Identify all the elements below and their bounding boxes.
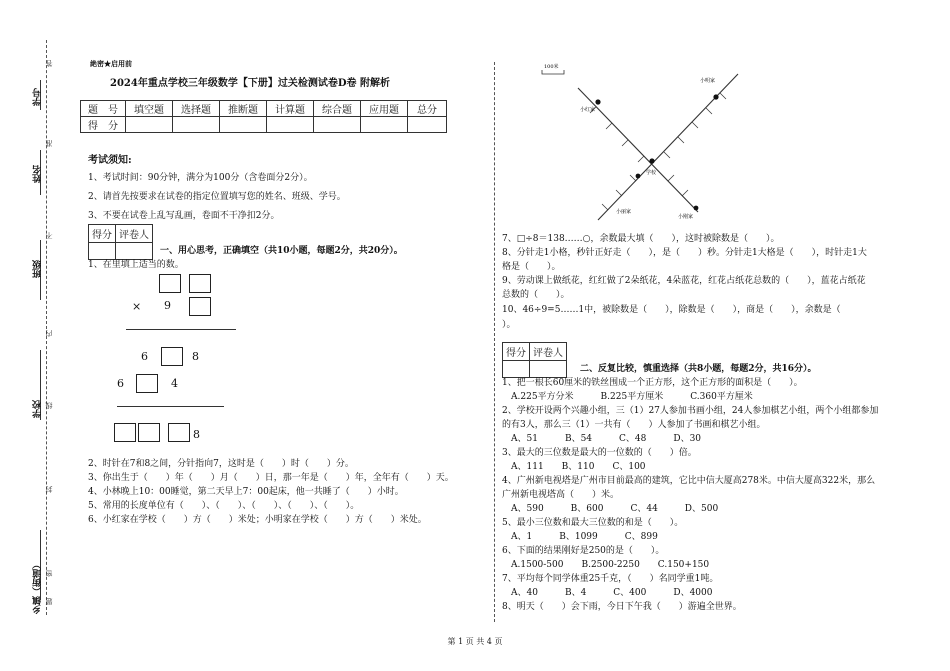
notice-item: 2、请首先按要求在试卷的指定位置填写您的姓名、班级、学号。 bbox=[88, 192, 346, 202]
school-label: 学校 bbox=[646, 170, 657, 176]
digit: 8 bbox=[192, 350, 199, 363]
score-cell[interactable] bbox=[220, 117, 267, 133]
answer-box[interactable] bbox=[138, 423, 160, 442]
s2-line: 3、最大的三位数是最大的一位数的（ ）倍。 bbox=[502, 448, 697, 458]
xiaoming-home-dot bbox=[713, 94, 718, 99]
xiaohong-home-dot bbox=[595, 99, 600, 104]
s2-options: A、1 B、1099 C、899 bbox=[502, 532, 658, 542]
answer-box[interactable] bbox=[161, 347, 183, 366]
class-label: 班级 bbox=[33, 260, 43, 278]
s2-line: 2、学校开设两个兴趣小组，三（1）27人参加书画小组，24人参加棋艺小组，两个小组都参加 bbox=[502, 406, 879, 416]
score-cell[interactable] bbox=[173, 117, 220, 133]
question-6: 6、小红家在学校（ ）方（ ）米处；小明家在学校（ ）方（ ）米处。 bbox=[88, 515, 427, 525]
digit: 6 bbox=[117, 377, 124, 390]
question-2: 2、时针在7和8之间，分针指向7，这时是（ ）时（ ）分。 bbox=[88, 459, 354, 469]
xiaogang-label: 小刚家 bbox=[678, 214, 694, 220]
grader-reviewer-label: 评卷人 bbox=[116, 225, 153, 243]
question-10-cont: ）。 bbox=[502, 320, 516, 330]
notice-item: 3、不要在试卷上乱写乱画，卷面不干净扣2分。 bbox=[88, 211, 280, 221]
digit: 9 bbox=[164, 299, 171, 312]
question-10: 10、46÷9=5……1中，被除数是（ ），除数是（ ），商是（ ），余数是（ bbox=[502, 305, 841, 315]
township-label: 乡镇（街道） bbox=[33, 560, 43, 614]
binding-tick: 封 bbox=[45, 486, 53, 493]
score-table-header: 总分 bbox=[408, 101, 447, 117]
score-table-header: 填空题 bbox=[126, 101, 173, 117]
s2-options: A、51 B、54 C、48 D、30 bbox=[502, 434, 702, 444]
calc-rule bbox=[126, 329, 236, 330]
student-id-label: 学号 bbox=[33, 88, 43, 106]
score-table-header: 选择题 bbox=[173, 101, 220, 117]
binding-dashed-line bbox=[46, 40, 47, 615]
question-8-cont: 格是（ ）。 bbox=[502, 262, 561, 272]
question-8: 8、分针走1小格，秒针正好走（ ），是（ ）秒。分针走1大格是（ ），时针走1大 bbox=[502, 248, 867, 258]
score-table-header: 应用题 bbox=[361, 101, 408, 117]
s2-options: A、40 B、4 C、400 D、4000 bbox=[502, 588, 713, 598]
question-4: 4、小林晚上10：00睡觉，第二天早上7：00起床，他一共睡了（ ）小时。 bbox=[88, 487, 404, 497]
question-1: 1、在里填上适当的数。 bbox=[88, 260, 184, 270]
question-7: 7、□÷8＝138……○，余数最大填（ ），这时被除数是（ ）。 bbox=[502, 234, 780, 244]
s2-line: 5、最小三位数和最大三位数的和是（ ）。 bbox=[502, 518, 684, 528]
score-cell[interactable] bbox=[408, 117, 447, 133]
road-nw-se bbox=[578, 88, 698, 212]
xiaohong-label: 小红家 bbox=[580, 107, 596, 113]
s2-line: 4、广州新电视塔是广州市目前最高的建筑，它比中信大厦高278米。中信大厦高322米，那么 bbox=[502, 476, 876, 486]
s2-options: A.1500-500 B.2500-2250 C.150+150 bbox=[502, 560, 710, 570]
name-label: 姓名 bbox=[33, 165, 43, 183]
location-map bbox=[500, 60, 760, 228]
calc-rule bbox=[117, 406, 224, 407]
s2-line: 的有3人，那么三（1）一共有（ ）人参加了书画和棋艺小组。 bbox=[502, 420, 766, 430]
score-table-header: 推断题 bbox=[220, 101, 267, 117]
grader-score-label: 得分 bbox=[89, 225, 116, 243]
grader-box bbox=[502, 342, 567, 378]
digit: 8 bbox=[193, 428, 200, 441]
question-3: 3、你出生于（ ）年（ ）月（ ）日，那一年是（ ）年，全年有（ ）天。 bbox=[88, 473, 454, 483]
scale-label: 100米 bbox=[544, 64, 559, 70]
grader-box bbox=[88, 224, 153, 260]
binding-tick: 答 bbox=[45, 60, 53, 67]
score-cell[interactable] bbox=[314, 117, 361, 133]
section2-heading: 二、反复比较，慎重选择（共8小题，每题2分，共16分）。 bbox=[580, 364, 817, 374]
s2-line: 6、下面的结果刚好是250的是（ ）。 bbox=[502, 546, 665, 556]
s2-options: A、590 B、600 C、44 D、500 bbox=[502, 504, 719, 514]
s2-line: 广州新电视塔高（ ）米。 bbox=[502, 490, 620, 500]
binding-tick: 题 bbox=[45, 598, 53, 605]
column-divider bbox=[494, 62, 495, 622]
binding-tick: 密 bbox=[45, 570, 53, 577]
binding-tick: 准 bbox=[45, 140, 53, 147]
answer-box[interactable] bbox=[168, 423, 190, 442]
notice-heading: 考试须知: bbox=[88, 155, 132, 166]
digit: 4 bbox=[171, 377, 178, 390]
s2-line: 8、明天（ ）会下雨，今日下午我（ ）游遍全世界。 bbox=[502, 602, 742, 612]
section1-heading: 一、用心思考，正确填空（共10小题，每题2分，共20分）。 bbox=[160, 246, 403, 256]
page-title: 2024年重点学校三年级数学【下册】过关检测试卷D卷 附解析 bbox=[110, 78, 390, 89]
school-label: 学校 bbox=[33, 400, 43, 418]
score-table-header: 题 号 bbox=[81, 101, 126, 117]
tick-marks bbox=[590, 93, 726, 210]
s2-line: 1、把一根长60厘米的铁丝围成一个正方形，这个正方形的面积是（ ）。 bbox=[502, 378, 803, 388]
question-9-cont: 总数的（ ）。 bbox=[502, 290, 570, 300]
answer-box[interactable] bbox=[136, 374, 158, 393]
times-sign: × bbox=[132, 300, 142, 313]
notice-item: 1、考试时间：90分钟，满分为100分（含卷面分2分）。 bbox=[88, 173, 313, 183]
s2-options: A、111 B、110 C、100 bbox=[502, 462, 646, 472]
score-cell[interactable] bbox=[267, 117, 314, 133]
score-cell[interactable] bbox=[361, 117, 408, 133]
answer-box[interactable] bbox=[189, 274, 211, 293]
answer-box[interactable] bbox=[159, 274, 181, 293]
score-table-row-label: 得 分 bbox=[81, 117, 126, 133]
xiaogang-home-dot bbox=[694, 206, 699, 211]
s2-options: A.225平方分米 B.225平方厘米 C.360平方厘米 bbox=[502, 392, 753, 402]
xiaoli-label: 小丽家 bbox=[616, 209, 632, 215]
answer-box[interactable] bbox=[189, 297, 211, 316]
page-number: 第 1 页 共 4 页 bbox=[447, 637, 503, 646]
scale-bar bbox=[542, 70, 564, 74]
score-table bbox=[80, 100, 447, 133]
xiaoming-label: 小明家 bbox=[700, 78, 716, 84]
question-5: 5、常用的长度单位有（ ）、（ ）、（ ）、（ ）、（ ）。 bbox=[88, 501, 360, 511]
binding-tick: 内 bbox=[45, 330, 53, 337]
score-table-header: 计算题 bbox=[267, 101, 314, 117]
binding-tick: 不 bbox=[45, 232, 53, 239]
s2-line: 7、平均每个同学体重25千克，（ ）名同学重1吨。 bbox=[502, 574, 719, 584]
question-9: 9、劳动课上做纸花，红红做了2朵纸花，4朵蓝花，红花占纸花总数的（ ），蓝花占纸花 bbox=[502, 276, 866, 286]
xiaoli-home-dot bbox=[636, 174, 641, 179]
grader-reviewer-label: 评卷人 bbox=[530, 343, 567, 361]
score-cell[interactable] bbox=[126, 117, 173, 133]
score-table-header: 综合题 bbox=[314, 101, 361, 117]
answer-box[interactable] bbox=[114, 423, 136, 442]
binding-tick: 线 bbox=[45, 402, 53, 409]
secret-mark: 絶密★启用前 bbox=[90, 59, 132, 68]
school-dot bbox=[649, 158, 654, 163]
digit: 6 bbox=[141, 350, 148, 363]
grader-score-label: 得分 bbox=[503, 343, 530, 361]
